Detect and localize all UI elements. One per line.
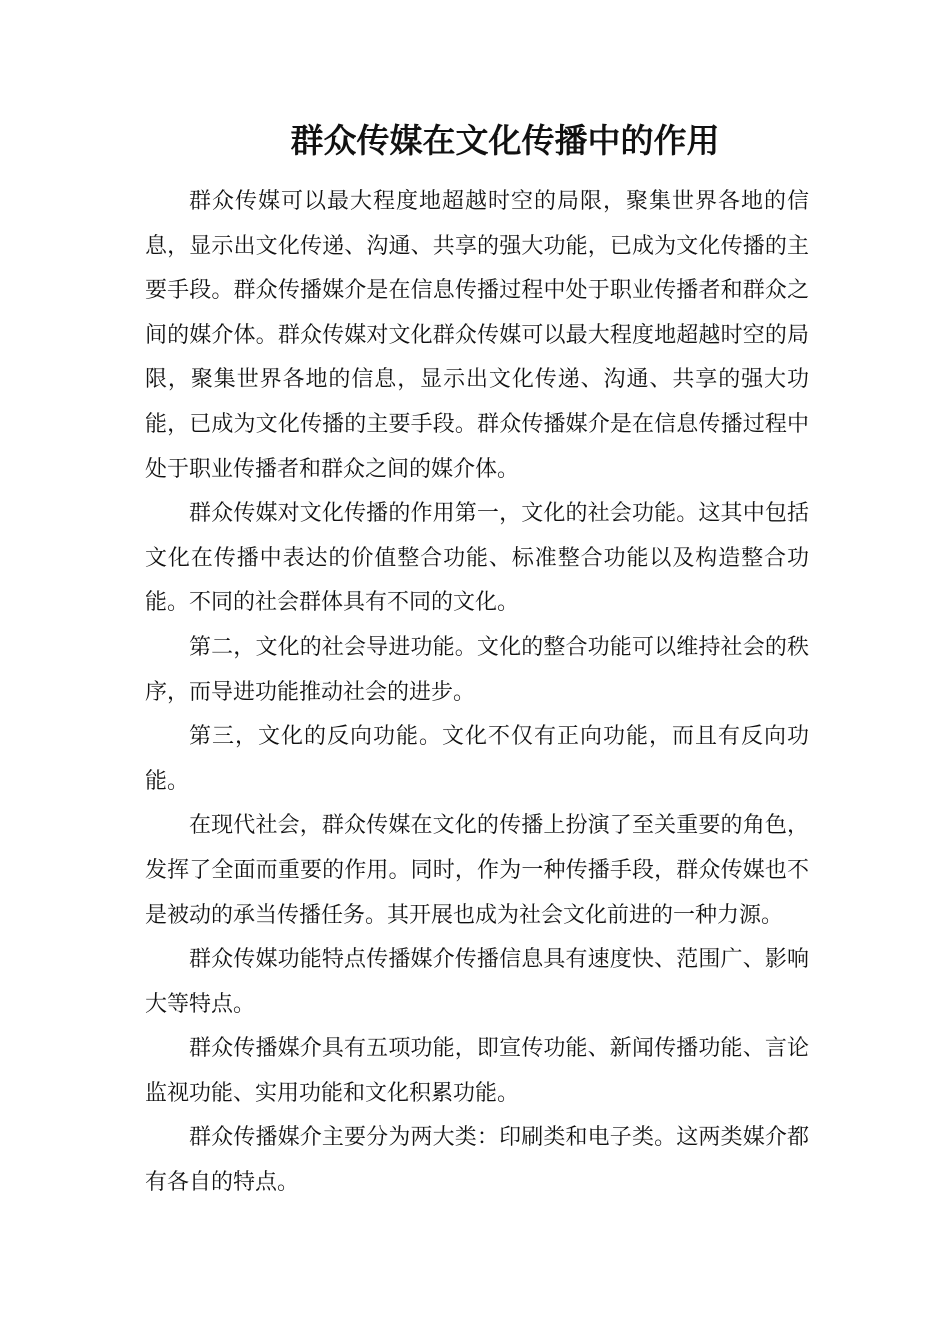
paragraph: 在现代社会，群众传媒在文化的传播上扮演了至关重要的角色，发挥了全面而重要的作用。同时，作为一种传播手段，群众传媒也不是被动的承当传播任务。其开展也成为社会文化前进的一种力源。 (145, 813, 809, 928)
paragraph: 群众传媒可以最大程度地超越时空的局限，聚集世界各地的信息，显示出文化传递、沟通、共享的强大功能，已成为文化传播的主要手段。群众传播媒介是在信息传播过程中处于职业传播者和群众之间的媒介体。群众传媒对文化群众传媒可以最大程度地超越时空的局限，聚集世界各地的信息，显示出文化传递、沟通、共享的强大功能，已成为文化传播的主要手段。群众传播媒介是在信息传播过程中处于职业传播者和群众之间的媒介体。 (145, 189, 809, 482)
paragraph: 群众传媒功能特点传播媒介传播信息具有速度快、范围广、影响大等特点。 (145, 947, 809, 1017)
paragraph: 第二，文化的社会导进功能。文化的整合功能可以维持社会的秩序，而导进功能推动社会的进步。 (145, 634, 809, 705)
document-title: 群众传媒在文化传播中的作用 (290, 121, 720, 160)
paragraph: 群众传播媒介主要分为两大类：印刷类和电子类。这两类媒介都有各自的特点。 (145, 1125, 809, 1196)
document-body (145, 180, 809, 1206)
paragraph: 第三，文化的反向功能。文化不仅有正向功能，而且有反向功能。 (145, 724, 809, 794)
paragraph: 群众传播媒介具有五项功能，即宣传功能、新闻传播功能、言论监视功能、实用功能和文化积累功能。 (145, 1036, 809, 1106)
paragraph: 群众传媒对文化传播的作用第一，文化的社会功能。这其中包括文化在传播中表达的价值整合功能、标准整合功能以及构造整合功能。不同的社会群体具有不同的文化。 (145, 501, 809, 616)
